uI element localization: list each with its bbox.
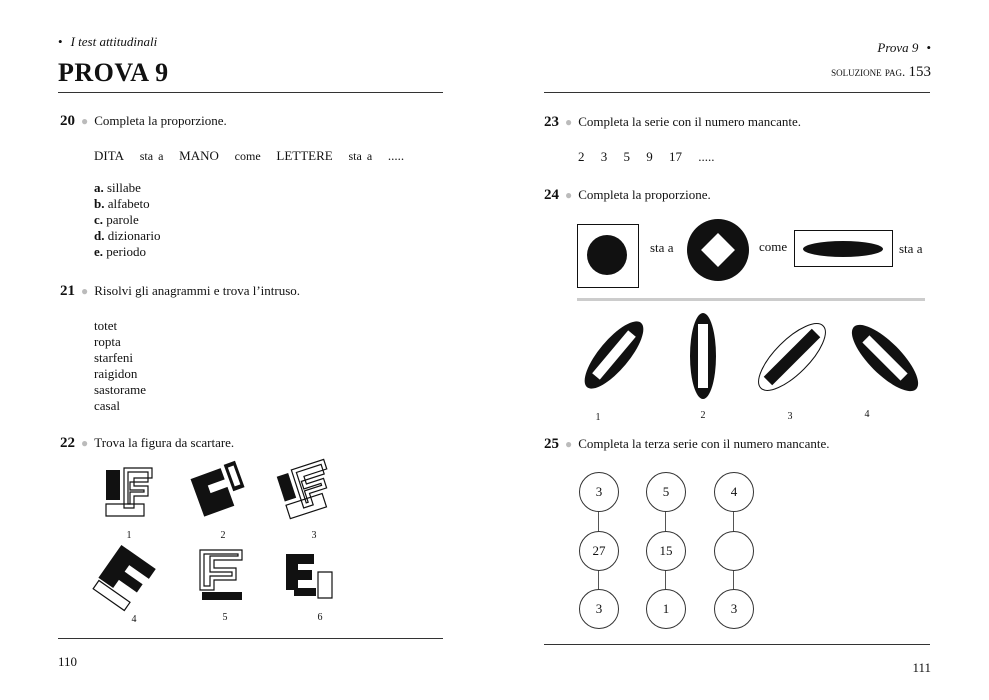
bullet-icon: ● [565, 115, 573, 129]
number-circle: 3 [714, 589, 754, 629]
question-prompt: Trova la figura da scartare. [94, 435, 235, 450]
figure-label: 4 [131, 614, 137, 625]
question-24 [544, 186, 711, 204]
figure-label: 2 [220, 530, 226, 541]
running-head-right [877, 40, 931, 56]
question-25 [544, 435, 829, 453]
series-blank: ..... [698, 149, 715, 164]
page-number: 110 [58, 654, 78, 669]
solution-ref [831, 64, 931, 81]
bullet-icon: ● [565, 437, 573, 451]
anagram-word: sastorame [94, 382, 146, 397]
page-number: 111 [912, 660, 931, 675]
number-circle: 27 [579, 531, 619, 571]
option-c: c. parole [94, 212, 139, 227]
maze-figure-1 [104, 466, 154, 518]
running-head-text: I test attitudinali [70, 34, 158, 49]
proportion-term: MANO [179, 148, 219, 163]
figure-label: 4 [864, 409, 870, 420]
figure-label: 5 [222, 612, 228, 623]
anagram-word: starfeni [94, 350, 133, 365]
figure-label: 6 [317, 612, 323, 623]
number-circle: 4 [714, 472, 754, 512]
page-title: PROVA 9 [58, 58, 169, 87]
question-number: 22 [60, 435, 75, 451]
number-circle: 1 [646, 589, 686, 629]
maze-figure-4 [96, 546, 158, 608]
anagram-word: casal [94, 398, 120, 413]
proportion-word: sta a [899, 241, 923, 256]
question-number: 24 [544, 187, 559, 203]
circle-with-diamond [686, 218, 750, 282]
proportion-word: sta a [139, 149, 164, 163]
option-figure-3 [754, 318, 830, 396]
option-a: a. sillabe [94, 180, 141, 195]
running-head-left [58, 34, 157, 50]
question-prompt: Completa la proporzione. [578, 187, 711, 202]
series-number: 2 [578, 149, 585, 164]
maze-figure-6 [284, 548, 336, 600]
proportion-term: DITA [94, 148, 125, 163]
option-d: d. dizionario [94, 228, 161, 243]
figure-label: 1 [595, 412, 601, 423]
figure-label: 3 [787, 411, 793, 422]
question-prompt: Completa la serie con il numero mancante. [578, 114, 801, 129]
divider [577, 298, 925, 301]
question-number: 20 [60, 113, 75, 129]
answer-options [94, 180, 160, 260]
option-figure-2 [688, 312, 718, 400]
question-20 [60, 112, 227, 130]
proportion-word: come [759, 239, 788, 254]
proportion-word: sta a [348, 149, 373, 163]
series-number: 5 [623, 149, 630, 164]
bullet-icon: ● [81, 284, 89, 298]
bullet-icon: ● [81, 114, 89, 128]
question-number: 21 [60, 283, 75, 299]
figure-label: 2 [700, 410, 706, 421]
series-number: 17 [669, 149, 682, 164]
question-23 [544, 113, 801, 131]
figure-label: 1 [126, 530, 132, 541]
option-e: e. periodo [94, 244, 146, 259]
number-circle: 3 [579, 589, 619, 629]
series-number: 3 [600, 149, 608, 164]
maze-figure-2 [188, 462, 250, 518]
proportion-word: sta a [650, 240, 674, 255]
series-number: 9 [646, 149, 653, 164]
rectangle-with-ellipse [794, 230, 894, 268]
question-21 [60, 282, 300, 300]
option-b: b. alfabeto [94, 196, 150, 211]
bullet-icon: • [926, 40, 931, 55]
question-prompt: Completa la proporzione. [94, 113, 227, 128]
proportion-word: come [234, 149, 261, 163]
option-figure-1 [576, 316, 652, 394]
number-circle: 3 [579, 472, 619, 512]
figure-label: 3 [311, 530, 317, 541]
maze-figure-5 [196, 546, 248, 602]
footer-rule [544, 644, 930, 645]
missing-number-circle [714, 531, 754, 571]
anagram-word: raigidon [94, 366, 138, 381]
proportion-blank: ..... [387, 148, 405, 163]
anagram-word: totet [94, 318, 118, 333]
header-rule [58, 92, 443, 93]
question-number: 23 [544, 114, 559, 130]
number-circle: 15 [646, 531, 686, 571]
header-rule [544, 92, 930, 93]
number-series [578, 149, 715, 165]
question-number: 25 [544, 436, 559, 452]
bullet-icon: ● [81, 436, 89, 450]
maze-figure-3 [276, 460, 338, 518]
proportion-line [94, 148, 404, 164]
proportion-term: LETTERE [276, 148, 333, 163]
number-circle: 5 [646, 472, 686, 512]
anagram-word: ropta [94, 334, 121, 349]
question-prompt: Risolvi gli anagrammi e trova l’intruso. [94, 283, 301, 298]
bullet-icon: ● [565, 188, 573, 202]
question-22 [60, 434, 234, 452]
solution-label: soluzione pag. [831, 64, 906, 79]
footer-rule [58, 638, 443, 639]
bullet-icon: • [58, 34, 63, 49]
anagram-list [94, 318, 146, 414]
option-figure-4 [846, 320, 924, 396]
running-head-text: Prova 9 [877, 40, 919, 55]
question-prompt: Completa la terza serie con il numero mancante. [578, 436, 830, 451]
solution-page: 153 [908, 64, 931, 80]
square-with-circle [577, 224, 639, 288]
